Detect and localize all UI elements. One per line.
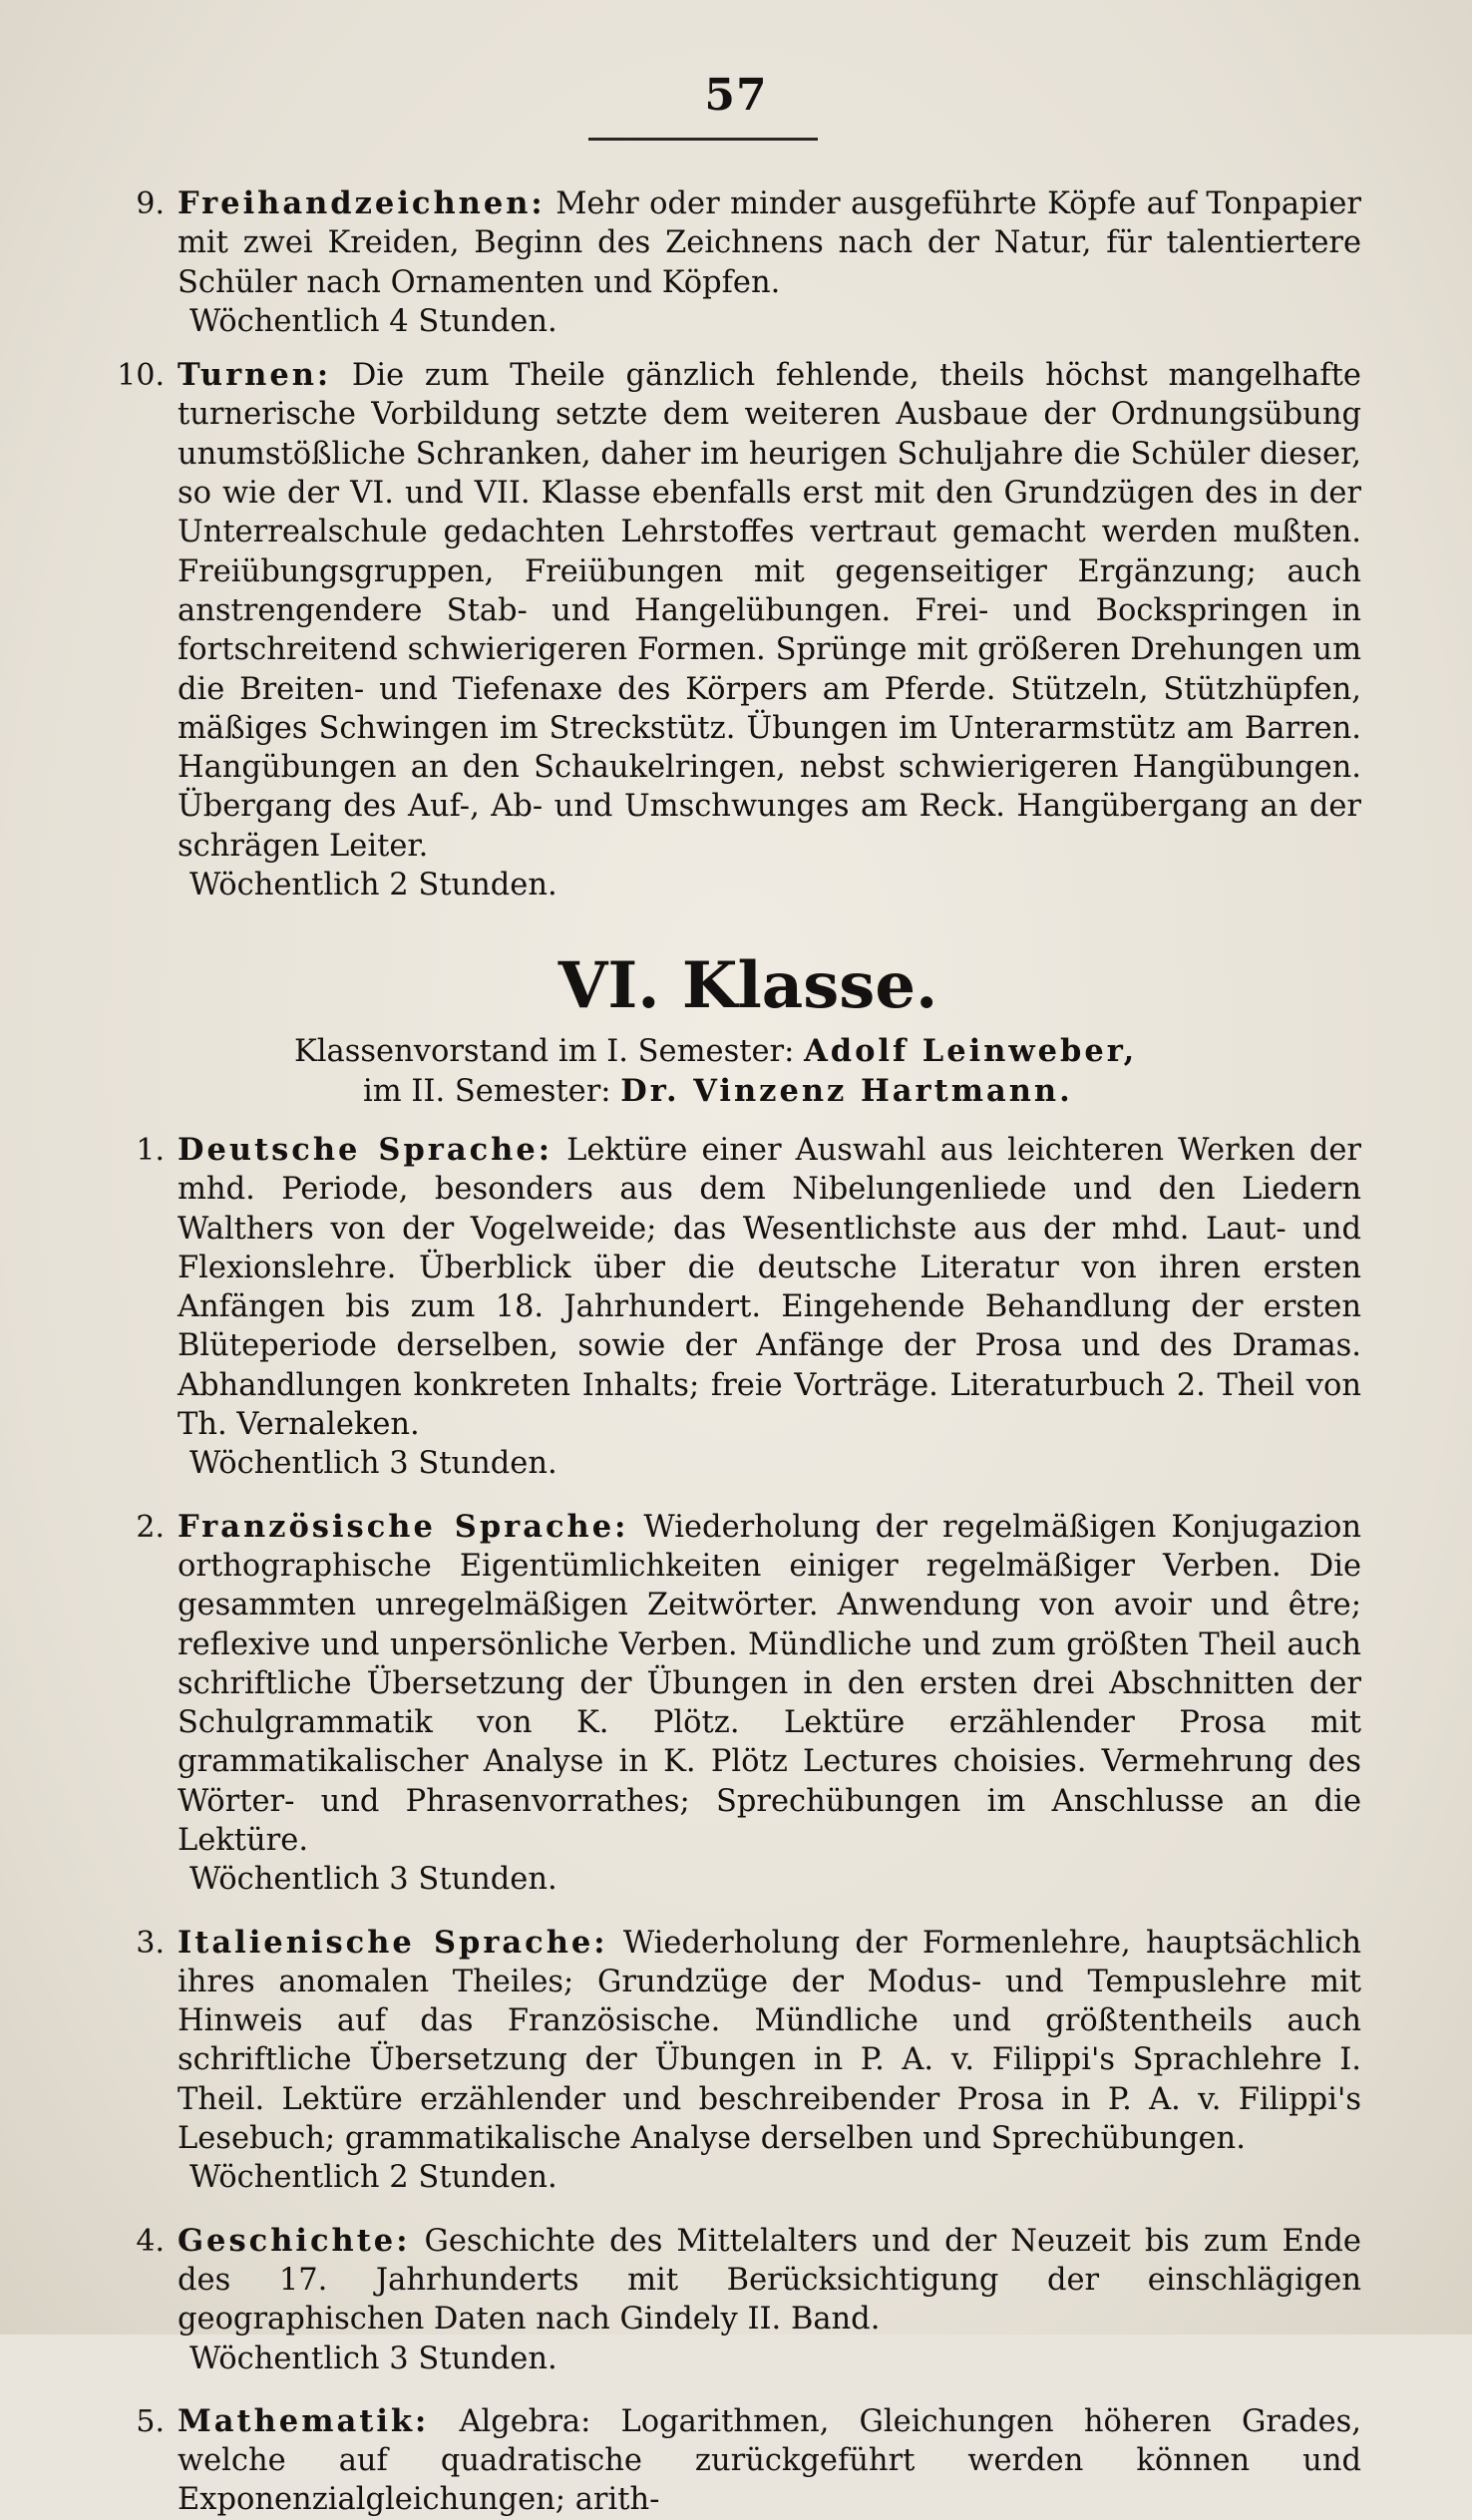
item-text: Mehr oder minder ausgeführte Köpfe auf Tonpapier mit zwei Kreiden, Beginn des Zeichnens nach der Natur, für talentiertere Schüler nach Ornamenten und Köpfen. <box>178 186 1361 300</box>
item-subject: Freihandzeichnen: <box>178 185 546 221</box>
item-text: Geschichte des Mittelalters und der Neuzeit bis zum Ende des 17. Jahrhunderts mit Berücksichtigung der einschlägigen geographischen Daten nach Gindely II. Band. <box>178 2223 1361 2338</box>
class-teacher-line-2 <box>294 1072 1361 1111</box>
item-subject: Italienische Sprache: <box>178 1924 608 1961</box>
item-hours: Wöchentlich 3 Stunden. <box>189 2340 557 2376</box>
page-content <box>95 184 1361 2520</box>
item-number: 4. <box>136 2223 165 2259</box>
item-number: 3. <box>136 1925 165 1961</box>
item-subject: Französische Sprache: <box>178 1508 629 1545</box>
class-heading: VI. Klasse. <box>557 948 938 1024</box>
class-teacher-name-2: Dr. Vinzenz Hartmann. <box>620 1072 1073 1109</box>
item-text: Die zum Theile gänzlich fehlende, theils höchst mangelhafte turnerische Vorbildung setzte dem weiteren Ausbaue der Ordnungsübung unumstößliche Schranken, daher im heurigen Schuljahre die Schüler dieser, so wie der VI. und VII. Klasse ebenfalls erst mit den Grundzügen des in der Unterrealschule gedachten Lehrstoffes vertraut gemacht werden mußten. Freiübungsgruppen, Freiübungen mit gegenseitiger Ergänzung; auch anstrengendere Stab- und Hangelübungen. Frei- und Bockspringen in fortschreitend schwierigeren Formen. Sprünge mit größeren Drehungen um die Breiten- und Tiefenaxe des Körpers am Pferde. Stützeln, Stützhüpfen, mäßiges Schwingen im Streckstütz. Übungen im Unterarmstütz am Barren. Hangübungen an den Schaukelringen, nebst schwierigeren Hangübungen. Übergang des Auf-, Ab- und Umschwunges am Reck. Hangübergang an der schrägen Leiter. <box>178 358 1361 864</box>
section-item-freihandzeichnen <box>95 184 1361 302</box>
item-hours: Wöchentlich 2 Stunden. <box>189 868 557 903</box>
class-teacher-name-1: Adolf Leinweber, <box>804 1033 1138 1070</box>
item-subject: Turnen: <box>178 357 332 394</box>
item-subject: Mathematik: <box>178 2402 430 2439</box>
item-number: 1. <box>136 1132 165 1168</box>
item-text: Algebra: Logarithmen, Gleichungen höheren Grades, welche auf quadratische zurückgeführt werden können und Exponenzialgleichungen; arith- <box>178 2403 1361 2518</box>
page-number: 57 <box>704 70 768 121</box>
item-number: 2. <box>136 1509 165 1545</box>
section-item-turnen <box>95 356 1361 866</box>
item-subject: Geschichte: <box>178 2222 411 2259</box>
class-teacher-line-1 <box>294 1032 1361 1071</box>
section-item-geschichte <box>95 2222 1361 2340</box>
section-item-italienische-sprache <box>95 1924 1361 2159</box>
item-number: 10. <box>117 358 165 394</box>
section-item-mathematik <box>95 2402 1361 2520</box>
item-hours: Wöchentlich 3 Stunden. <box>189 1446 557 1482</box>
item-number: 5. <box>136 2403 165 2439</box>
item-hours: Wöchentlich 4 Stunden. <box>189 303 557 339</box>
item-hours: Wöchentlich 2 Stunden. <box>189 2160 557 2196</box>
section-item-deutsche-sprache <box>95 1131 1361 1444</box>
item-hours: Wöchentlich 3 Stunden. <box>189 1862 557 1898</box>
item-subject: Deutsche Sprache: <box>178 1131 553 1168</box>
header-rule <box>588 138 818 141</box>
item-text: Wiederholung der regelmäßigen Konjugazion orthographische Eigentümlichkeiten einiger regelmäßiger Verben. Die gesammten unregelmäßigen Zeitwörter. Anwendung von avoir und être; reflexive und unpersönliche Verben. Mündliche und zum größten Theil auch schriftliche Übersetzung der Übungen in den ersten drei Abschnitten der Schulgrammatik von K. Plötz. Lektüre erzählender Prosa mit grammatikalischer Analyse in K. Plötz Lectures choisies. Vermehrung des Wörter- und Phrasenvorrathes; Sprechübungen im Anschlusse an die Lektüre. <box>178 1509 1361 1858</box>
class-teacher-block <box>95 1032 1361 1111</box>
item-text: Lektüre einer Auswahl aus leichteren Werken der mhd. Periode, besonders aus dem Nibelungenliede und den Liedern Walthers von der Vogelweide; das Wesentlichste aus der mhd. Laut- und Flexionslehre. Überblick über die deutsche Literatur von ihren ersten Anfängen bis zum 18. Jahrhundert. Eingehende Behandlung der ersten Blüteperiode derselben, sowie der Anfänge der Prosa und des Dramas. Abhandlungen konkreten Inhalts; freie Vorträge. Literaturbuch 2. Theil von Th. Vernaleken. <box>178 1132 1361 1443</box>
item-number: 9. <box>136 186 165 221</box>
class-teacher-label-1: Klassenvorstand im I. Semester: <box>294 1034 795 1070</box>
item-text: Wiederholung der Formenlehre, hauptsächlich ihres anomalen Theiles; Grundzüge der Modus- und Tempuslehre mit Hinweis auf das Französische. Mündliche und größtentheils auch schriftliche Übersetzung der Übungen in P. A. v. Filippi's Sprachlehre I. Theil. Lektüre erzählender und beschreibender Prosa in P. A. v. Filippi's Lesebuch; grammatikalische Analyse derselben und Sprechübungen. <box>178 1925 1361 2157</box>
section-item-franzoesische-sprache <box>95 1508 1361 1861</box>
class-teacher-label-2: im II. Semester: <box>363 1073 611 1109</box>
